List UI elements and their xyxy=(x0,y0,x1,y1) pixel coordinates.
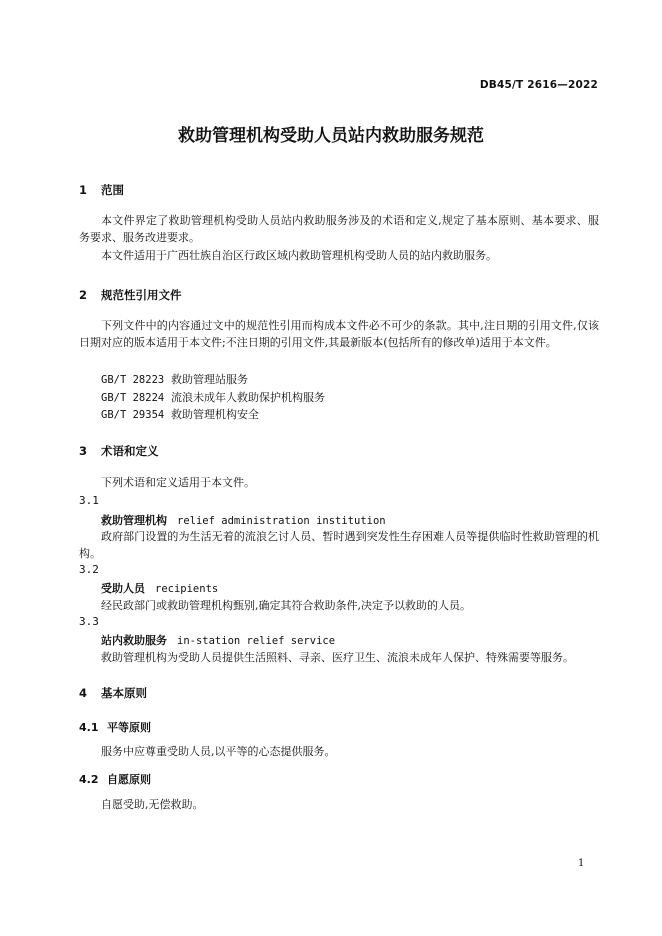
subsection-4-2-text: 自愿受助,无偿救助。 xyxy=(101,798,204,811)
section-number: 3 xyxy=(79,444,88,458)
term-definition: 政府部门设置的为生活无着的流浪乞讨人员、暂时遇到突发性生存困难人员等提供临时性救助管理的机构。 xyxy=(79,530,599,561)
term-chinese: 救助管理机构 xyxy=(101,514,167,527)
section-1-paragraph-2: 本文件适用于广西壮族自治区行政区域内救助管理机构受助人员的站内救助服务。 xyxy=(101,249,497,262)
page-number: 1 xyxy=(578,858,585,869)
subsection-title: 自愿原则 xyxy=(107,773,151,786)
term-english: relief administration institution xyxy=(177,515,386,527)
subsection-number: 4.2 xyxy=(79,773,99,786)
reference-item xyxy=(101,406,259,422)
term-chinese: 受助人员 xyxy=(101,582,145,595)
section-number: 4 xyxy=(79,686,88,700)
section-3-heading xyxy=(79,443,159,459)
section-4-heading xyxy=(79,685,147,701)
section-title: 规范性引用文件 xyxy=(101,288,182,302)
section-2-paragraph: 下列文件中的内容通过文中的规范性引用而构成本文件必不可少的条款。其中,注日期的引用文件,仅该日期对应的版本适用于本文件;不注日期的引用文件,其最新版本(包括所有的修改单)适用于本文件。 xyxy=(79,319,599,350)
section-title: 范围 xyxy=(101,183,124,197)
subsection-number: 4.1 xyxy=(79,721,99,734)
term-entry xyxy=(101,512,386,528)
section-number: 2 xyxy=(79,288,88,302)
section-1-paragraph-1: 本文件界定了救助管理机构受助人员站内救助服务涉及的术语和定义,规定了基本原则、基本要求、服务要求、服务改进要求。 xyxy=(79,214,599,245)
reference-code: GB/T 28224 xyxy=(101,392,165,404)
term-entry xyxy=(101,632,335,648)
document-title: 救助管理机构受助人员站内救助服务规范 xyxy=(178,126,484,146)
standard-code: DB45/T 2616—2022 xyxy=(479,79,598,91)
reference-name: 流浪未成年人救助保护机构服务 xyxy=(171,391,325,404)
reference-name: 救助管理站服务 xyxy=(171,373,248,386)
reference-code: GB/T 28223 xyxy=(101,374,165,386)
section-1-heading xyxy=(79,182,124,198)
section-3-intro: 下列术语和定义适用于本文件。 xyxy=(101,476,255,489)
reference-code: GB/T 29354 xyxy=(101,409,165,421)
reference-name: 救助管理机构安全 xyxy=(171,408,259,421)
term-number: 3.1 xyxy=(79,494,99,507)
subsection-4-2-heading xyxy=(79,771,151,787)
term-english: in-station relief service xyxy=(177,635,336,647)
subsection-4-1-text: 服务中应尊重受助人员,以平等的心态提供服务。 xyxy=(101,745,336,758)
subsection-title: 平等原则 xyxy=(107,721,151,734)
section-2-heading xyxy=(79,287,182,303)
term-number: 3.3 xyxy=(79,615,99,628)
term-number: 3.2 xyxy=(79,563,99,576)
term-definition: 经民政部门或救助管理机构甄别,确定其符合救助条件,决定予以救助的人员。 xyxy=(101,599,471,612)
subsection-4-1-heading xyxy=(79,719,151,735)
section-title: 术语和定义 xyxy=(101,444,159,458)
section-number: 1 xyxy=(79,183,88,197)
term-entry xyxy=(101,580,218,596)
term-definition: 救助管理机构为受助人员提供生活照料、寻亲、医疗卫生、流浪未成年人保护、特殊需要等服务。 xyxy=(101,651,574,664)
reference-item xyxy=(101,371,248,387)
section-title: 基本原则 xyxy=(101,686,147,700)
reference-item xyxy=(101,389,325,405)
term-chinese: 站内救助服务 xyxy=(101,634,167,647)
term-english: recipients xyxy=(155,583,219,595)
